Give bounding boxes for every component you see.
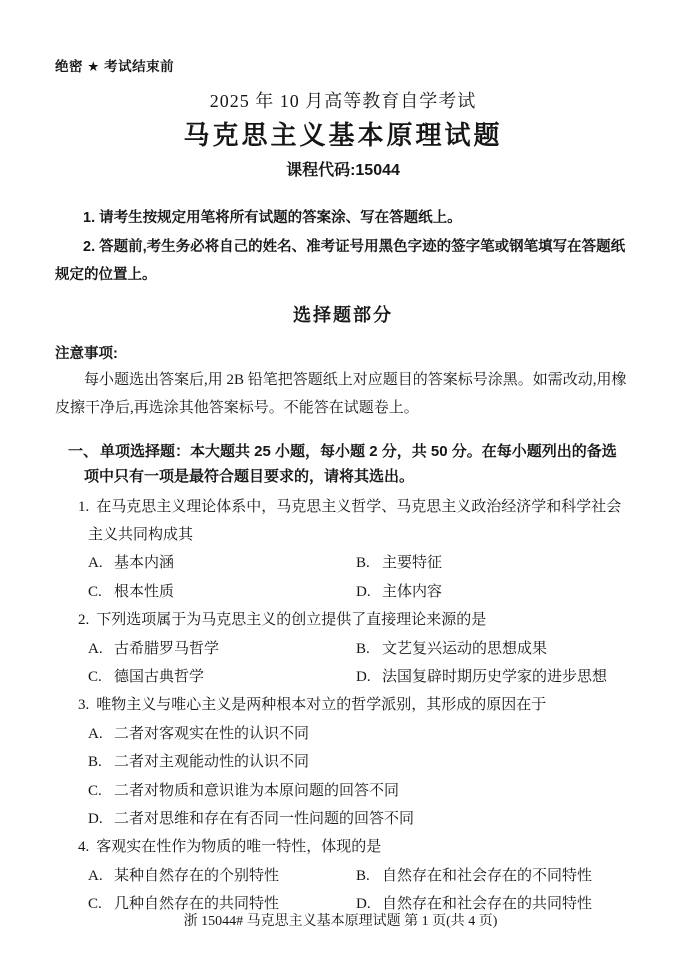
option-label: B. bbox=[356, 555, 370, 572]
question-text: 唯物主义与唯心主义是两种根本对立的哲学派别，其形成的原因在于 bbox=[96, 697, 547, 714]
option-text: 几种自然存在的共同特性 bbox=[114, 896, 280, 913]
question-stem bbox=[55, 493, 631, 550]
question-list bbox=[55, 493, 631, 919]
part-one-number: 一、 bbox=[68, 442, 99, 460]
question-stem bbox=[55, 691, 631, 719]
notice-body: 每小题选出答案后,用 2B 铅笔把答题纸上对应题目的答案标号涂黑。如需改动,用橡皮擦干净后,再选涂其他答案标号。不能答在试题卷上。 bbox=[55, 371, 627, 416]
page-footer: 浙 15044# 马克思主义基本原理试题 第 1 页(共 4 页) bbox=[183, 914, 498, 929]
option-grid bbox=[88, 549, 631, 606]
option-text: 法国复辟时期历史学家的进步思想 bbox=[382, 668, 608, 685]
option-label: D. bbox=[356, 668, 371, 685]
option-c bbox=[88, 777, 631, 805]
question-number: 4. bbox=[78, 839, 90, 856]
instructions-block bbox=[55, 204, 631, 290]
option-d bbox=[356, 578, 631, 606]
option-label: C. bbox=[88, 668, 102, 685]
option-label: A. bbox=[88, 555, 103, 572]
option-label: D. bbox=[356, 583, 371, 600]
option-label: C. bbox=[88, 583, 102, 600]
exam-session-title: 2025 年 10 月高等教育自学考试 bbox=[209, 91, 477, 111]
option-label: D. bbox=[356, 896, 371, 913]
option-list bbox=[88, 720, 631, 834]
question-1 bbox=[55, 493, 631, 607]
option-label: A. bbox=[88, 867, 103, 884]
question-number: 1. bbox=[78, 498, 90, 515]
option-text: 德国古典哲学 bbox=[114, 668, 205, 685]
question-number: 3. bbox=[78, 697, 90, 714]
option-a bbox=[88, 549, 356, 577]
option-a bbox=[88, 720, 631, 748]
option-grid bbox=[88, 635, 631, 692]
option-c bbox=[88, 578, 356, 606]
option-text: 基本内涵 bbox=[114, 555, 175, 572]
instruction-item-1: 1. 请考生按规定用笔将所有试题的答案涂、写在答题纸上。 bbox=[83, 210, 462, 226]
question-stem bbox=[55, 606, 631, 634]
option-a bbox=[88, 862, 356, 890]
option-label: B. bbox=[88, 754, 102, 771]
option-b bbox=[356, 549, 631, 577]
option-b bbox=[356, 862, 631, 890]
course-code: 课程代码:15044 bbox=[286, 162, 400, 179]
option-d bbox=[356, 663, 631, 691]
option-d bbox=[88, 805, 631, 833]
question-number: 2. bbox=[78, 612, 90, 629]
option-text: 自然存在和社会存在的不同特性 bbox=[382, 867, 593, 884]
question-stem bbox=[55, 833, 631, 861]
option-label: D. bbox=[88, 810, 103, 827]
option-label: A. bbox=[88, 640, 103, 657]
option-text: 二者对物质和意识谁为本原问题的回答不同 bbox=[114, 782, 400, 799]
question-4 bbox=[55, 833, 631, 918]
exam-title: 马克思主义基本原理试题 bbox=[183, 120, 503, 150]
option-label: C. bbox=[88, 896, 102, 913]
option-grid bbox=[88, 862, 631, 919]
question-2 bbox=[55, 606, 631, 691]
classification-banner: 绝密 ★ 考试结束前 bbox=[55, 59, 175, 74]
part-one-heading bbox=[55, 439, 631, 489]
notice-title: 注意事项: bbox=[55, 345, 118, 362]
question-3 bbox=[55, 691, 631, 833]
question-text: 下列选项属于为马克思主义的创立提供了直接理论来源的是 bbox=[96, 612, 487, 629]
option-text: 二者对主观能动性的认识不同 bbox=[114, 754, 310, 771]
option-text: 二者对客观实在性的认识不同 bbox=[114, 725, 310, 742]
option-b bbox=[88, 748, 631, 776]
option-label: C. bbox=[88, 782, 102, 799]
option-text: 某种自然存在的个别特性 bbox=[114, 867, 280, 884]
option-c bbox=[88, 663, 356, 691]
section-heading: 选择题部分 bbox=[293, 304, 393, 325]
option-text: 二者对思维和存在有否同一性问题的回答不同 bbox=[114, 810, 415, 827]
option-a bbox=[88, 635, 356, 663]
option-text: 文艺复兴运动的思想成果 bbox=[382, 640, 548, 657]
option-text: 古希腊罗马哲学 bbox=[114, 640, 220, 657]
part-one-text: 单项选择题：本大题共 25 小题，每小题 2 分，共 50 分。在每小题列出的备选项中只有一项是最符合题目要求的，请将其选出。 bbox=[84, 442, 617, 485]
option-text: 自然存在和社会存在的共同特性 bbox=[382, 896, 593, 913]
option-label: A. bbox=[88, 725, 103, 742]
option-text: 主体内容 bbox=[382, 583, 443, 600]
option-text: 主要特征 bbox=[382, 555, 443, 572]
option-label: B. bbox=[356, 867, 370, 884]
option-b bbox=[356, 635, 631, 663]
option-text: 根本性质 bbox=[114, 583, 175, 600]
question-text: 在马克思主义理论体系中，马克思主义哲学、马克思主义政治经济学和科学社会主义共同构成其 bbox=[88, 498, 622, 543]
question-text: 客观实在性作为物质的唯一特性，体现的是 bbox=[96, 839, 382, 856]
instruction-item-2: 2. 答题前,考生务必将自己的姓名、准考证号用黑色字迹的签字笔或钢笔填写在答题纸规定的位置上。 bbox=[55, 238, 626, 283]
option-label: B. bbox=[356, 640, 370, 657]
